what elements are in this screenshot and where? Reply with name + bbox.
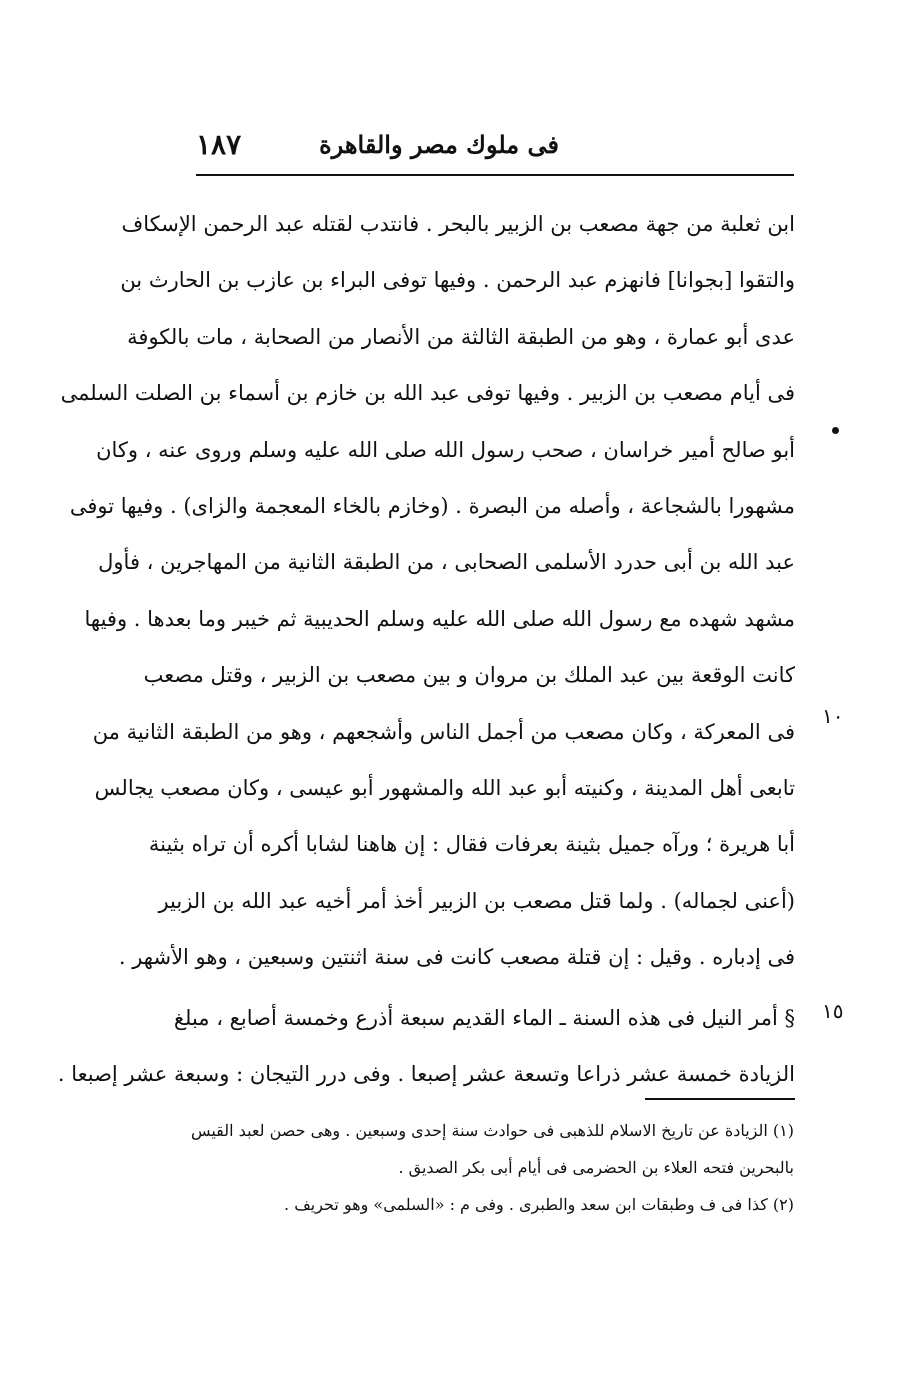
- text-line: الزيادة خمسة عشر ذراعا وتسعة عشر إصبعا . وفى درر التيجان : وسبعة عشر إصبعا .: [57, 1062, 795, 1087]
- footnote-rule: [645, 1098, 795, 1100]
- text-line: أبا هريرة ؛ ورآه جميل بثينة بعرفات فقال : إن هاهنا لشابا أكره أن تراه بثينة: [148, 832, 795, 857]
- text-line: عدى أبو عمارة ، وهو من الطبقة الثالثة من الأنصار من الصحابة ، مات بالكوفة: [127, 324, 795, 349]
- running-title: فى ملوك مصر والقاهرة: [319, 130, 559, 159]
- text-line: فى المعركة ، وكان مصعب من أجمل الناس وأشجعهم ، وهو من الطبقة الثانية من: [92, 719, 795, 744]
- footnote-line: (١) الزيادة عن تاريخ الاسلام للذهبى فى حوادث سنة إحدى وسبعين . وهى حصن لعبد القيس: [190, 1121, 794, 1140]
- header-rule: [196, 174, 794, 176]
- text-line: كانت الوقعة بين عبد الملك بن مروان و بين مصعب بن الزبير ، وقتل مصعب: [143, 663, 795, 688]
- text-line: (أعنى لجماله) . ولما قتل مصعب بن الزبير أخذ أمر أخيه عبد الله بن الزبير: [158, 888, 795, 913]
- main-paragraph-2: [57, 990, 795, 1103]
- margin-line-number-10: ١٠: [822, 704, 844, 728]
- text-line: فى أيام مصعب بن الزبير . وفيها توفى عبد الله بن خازم بن أسماء بن الصلت السلمى: [60, 381, 795, 406]
- text-line: والتقوا [بجوانا] فانهزم عبد الرحمن . وفيها توفى البراء بن عازب بن الحارث بن: [120, 268, 795, 293]
- text-line: مشهد شهده مع رسول الله صلى الله عليه وسلم الحديبية ثم خيبر وما بعدها . وفيها: [84, 606, 795, 631]
- text-line: أبو صالح أمير خراسان ، صحب رسول الله صلى الله عليه وسلم وروى عنه ، وكان: [96, 437, 795, 462]
- page-number: ١٨٧: [196, 128, 242, 161]
- text-line: تابعى أهل المدينة ، وكنيته أبو عبد الله والمشهور أبو عيسى ، وكان مصعب يجالس: [94, 775, 795, 800]
- text-line: عبد الله بن أبى حدرد الأسلمى الصحابى ، من الطبقة الثانية من المهاجرين ، فأول: [98, 550, 795, 575]
- footnote-line: (٢) كذا فى ف وطبقات ابن سعد والطبرى . وفى م : «السلمى» وهو تحريف .: [284, 1195, 794, 1214]
- text-line: مشهورا بالشجاعة ، وأصله من البصرة . (وخازم بالخاء المعجمة والزاى) . وفيها توفى: [69, 493, 795, 518]
- margin-bullet-mark: [832, 427, 839, 434]
- page-header: [196, 128, 794, 174]
- footnote-line: بالبحرين فتحه العلاء بن الحضرمى فى أيام أبى بكر الصديق .: [398, 1158, 794, 1177]
- text-line: فى إدباره . وقيل : إن قتلة مصعب كانت فى سنة اثنتين وسبعين ، وهو الأشهر .: [118, 945, 795, 970]
- margin-line-number-15: ١٥: [822, 999, 844, 1023]
- footnotes: [190, 1112, 794, 1223]
- main-paragraph-1: [60, 196, 795, 985]
- text-line: ابن ثعلبة من جهة مصعب بن الزبير بالبحر . فانتدب لقتله عبد الرحمن الإسكاف: [121, 212, 795, 236]
- text-line: § أمر النيل فى هذه السنة ـ الماء القديم سبعة أذرع وخمسة أصابع ، مبلغ: [173, 1006, 795, 1030]
